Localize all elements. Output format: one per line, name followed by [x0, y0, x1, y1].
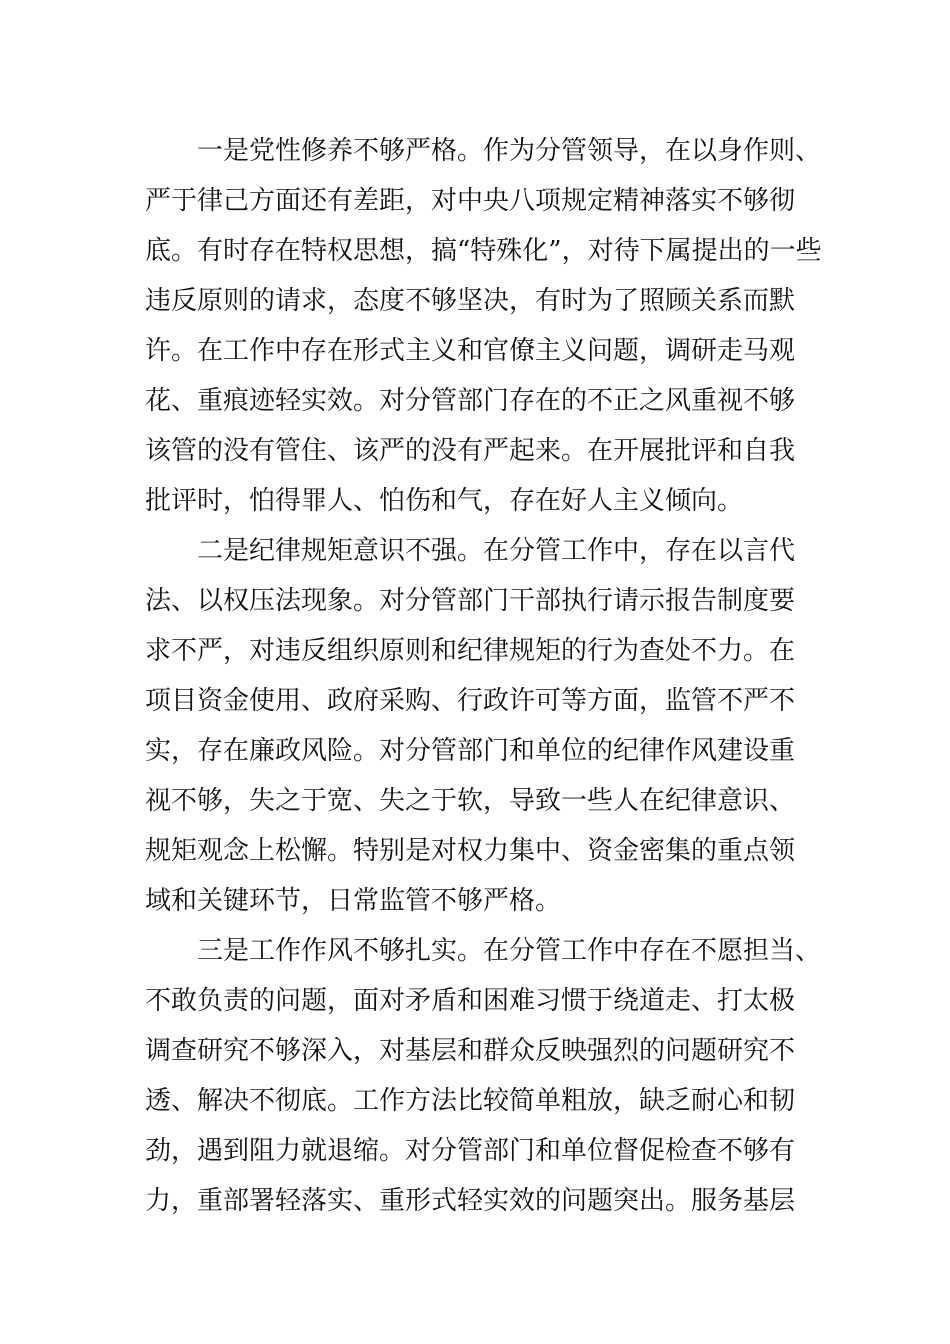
paragraph-1-line-2: 严于律己方面还有差距，对中央八项规定精神落实不够彻	[145, 186, 796, 216]
paragraph-2-line-8: 域和关键环节，日常监管不够严格。	[145, 886, 562, 916]
paragraph-2-line-7: 规矩观念上松懈。特别是对权力集中、资金密集的重点领	[145, 836, 796, 866]
paragraph-1-line-8: 批评时，怕得罪人、怕伤和气，存在好人主义倾向。	[145, 486, 744, 516]
paragraph-2-line-6: 视不够，失之于宽、失之于软，导致一些人在纪律意识、	[145, 786, 796, 816]
paragraph-3-line-4: 透、解决不彻底。工作方法比较简单粗放，缺乏耐心和韧	[145, 1086, 796, 1116]
paragraph-2-line-5: 实，存在廉政风险。对分管部门和单位的纪律作风建设重	[145, 736, 796, 766]
paragraph-1-line-6: 花、重痕迹轻实效。对分管部门存在的不正之风重视不够	[145, 386, 796, 416]
document-body	[145, 126, 822, 1226]
paragraph-2-line-2: 法、以权压法现象。对分管部门干部执行请示报告制度要	[145, 586, 796, 616]
paragraph-2-line-3: 求不严，对违反组织原则和纪律规矩的行为查处不力。在	[145, 636, 796, 666]
paragraph-1-line-4: 违反原则的请求，态度不够坚决，有时为了照顾关系而默	[145, 286, 796, 316]
paragraph-1-line-1: 一是党性修养不够严格。作为分管领导，在以身作则、	[197, 136, 822, 166]
paragraph-3-line-1: 三是工作作风不够扎实。在分管工作中存在不愿担当、	[197, 936, 822, 966]
paragraph-1-line-7: 该管的没有管住、该严的没有严起来。在开展批评和自我	[145, 436, 796, 466]
paragraph-2-line-1: 二是纪律规矩意识不强。在分管工作中，存在以言代	[197, 536, 796, 566]
paragraph-3-line-5: 劲，遇到阻力就退缩。对分管部门和单位督促检查不够有	[145, 1136, 796, 1166]
paragraph-1-line-5: 许。在工作中存在形式主义和官僚主义问题，调研走马观	[145, 336, 796, 366]
paragraph-1-line-3: 底。有时存在特权思想，搞“特殊化”，对待下属提出的一些	[145, 236, 822, 266]
paragraph-2-line-4: 项目资金使用、政府采购、行政许可等方面，监管不严不	[145, 686, 796, 716]
paragraph-3-line-3: 调查研究不够深入，对基层和群众反映强烈的问题研究不	[145, 1036, 796, 1066]
paragraph-3-line-6: 力，重部署轻落实、重形式轻实效的问题突出。服务基层	[145, 1186, 796, 1216]
paragraph-3-line-2: 不敢负责的问题，面对矛盾和困难习惯于绕道走、打太极	[145, 986, 796, 1016]
